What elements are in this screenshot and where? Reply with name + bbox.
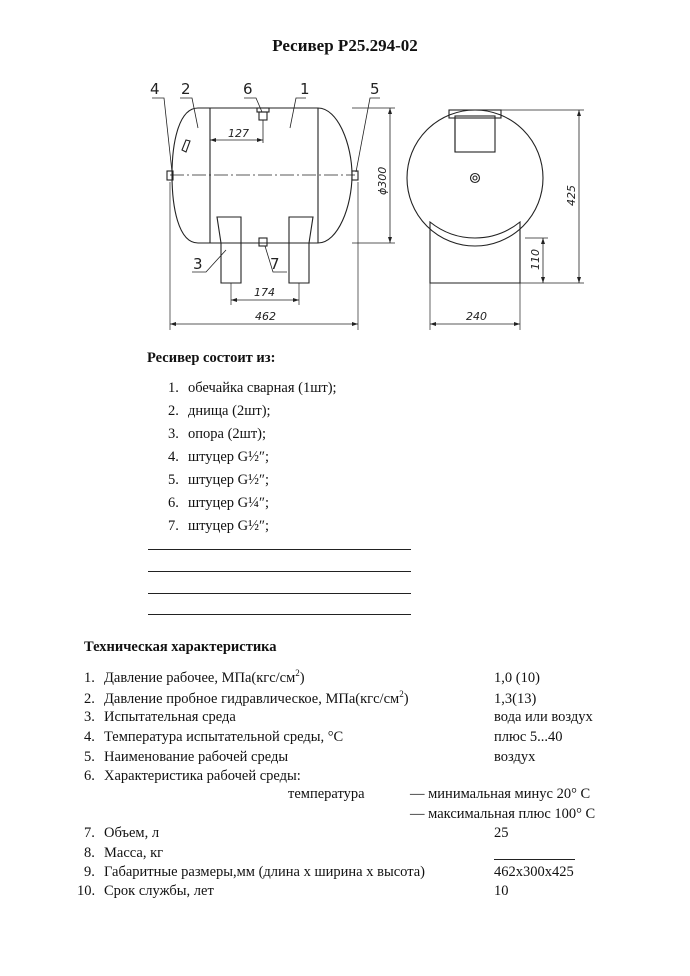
vessel-body-outline bbox=[172, 108, 352, 243]
list-item: 4. штуцер G½″; bbox=[168, 449, 270, 465]
support-left-icon bbox=[217, 217, 241, 283]
callout-1: 1 bbox=[300, 80, 310, 98]
spec-row: 5. Наименование рабочей среды воздух bbox=[84, 749, 536, 765]
spec-row: 3. Испытательная среда вода или воздух bbox=[84, 709, 593, 725]
spec-row: 4. Температура испытательной среды, °С плюс 5...40 bbox=[84, 729, 563, 745]
fitting-7-icon bbox=[259, 238, 267, 246]
temp-label: температура bbox=[288, 786, 365, 802]
dim-110: 110 bbox=[529, 249, 542, 270]
blank-line bbox=[148, 571, 411, 572]
spec-row: 8. Масса, кг bbox=[84, 845, 164, 861]
fitting-5-icon bbox=[352, 171, 358, 180]
list-item: 6. штуцер G¼″; bbox=[168, 495, 270, 511]
callout-7: 7 bbox=[270, 255, 280, 273]
spec-row: 6. Характеристика рабочей среды: bbox=[84, 768, 301, 784]
vessel-end-view bbox=[407, 110, 543, 246]
list-item: 7. штуцер G½″; bbox=[168, 518, 270, 534]
support-right-icon bbox=[289, 217, 313, 283]
dim-462: 462 bbox=[255, 310, 276, 323]
spec-row: 2. Давление пробное гидравлическое, $МПа(кгс/см^2)$ 1,3(13) bbox=[84, 689, 537, 707]
fitting-6-icon bbox=[259, 112, 267, 120]
specs-heading: Техническая характеристика bbox=[84, 639, 277, 655]
dim-240: 240 bbox=[466, 310, 487, 323]
list-item: 3. опора (2шт); bbox=[168, 426, 267, 442]
dim-425: 425 bbox=[565, 185, 578, 206]
spec-row: 10. Срок службы, лет 10 bbox=[77, 883, 509, 899]
mass-blank-line bbox=[494, 859, 575, 860]
list-item: 2. днища (2шт); bbox=[168, 403, 271, 419]
dim-127: 127 bbox=[228, 127, 249, 140]
dim-phi300: ϕ300 bbox=[376, 166, 389, 195]
components-list bbox=[168, 377, 337, 538]
spec-row: 9. Габаритные размеры,мм (длина х ширина х высота) 462х300х425 bbox=[84, 864, 574, 880]
document-title: Ресивер Р25.294-02 bbox=[272, 36, 418, 55]
temp-min: — минимальная минус 20° С bbox=[410, 786, 591, 802]
callout-5: 5 bbox=[370, 80, 380, 98]
callout-2: 2 bbox=[181, 80, 191, 98]
components-heading: Ресивер состоит из: bbox=[147, 350, 276, 366]
spec-row: 7. Объем, л 25 bbox=[84, 825, 509, 841]
end-fitting-icon bbox=[455, 116, 495, 152]
receiver-drawing bbox=[0, 0, 690, 345]
spec-row: 1. Давление рабочее, $МПа(кгс/см^2)$ 1,0 (10) bbox=[84, 668, 540, 686]
dim-174: 174 bbox=[254, 286, 275, 299]
list-item: 1. обечайка сварная (1шт); bbox=[168, 380, 337, 396]
callout-4: 4 bbox=[150, 80, 160, 98]
callout-6: 6 bbox=[243, 80, 253, 98]
list-item: 5. штуцер G½″; bbox=[168, 472, 270, 488]
blank-line bbox=[148, 614, 411, 615]
end-support-icon bbox=[430, 222, 520, 283]
callout-3: 3 bbox=[193, 255, 203, 273]
temp-max: — максимальная плюс 100° С bbox=[410, 806, 596, 822]
blank-line bbox=[148, 593, 411, 594]
blank-line bbox=[148, 549, 411, 550]
